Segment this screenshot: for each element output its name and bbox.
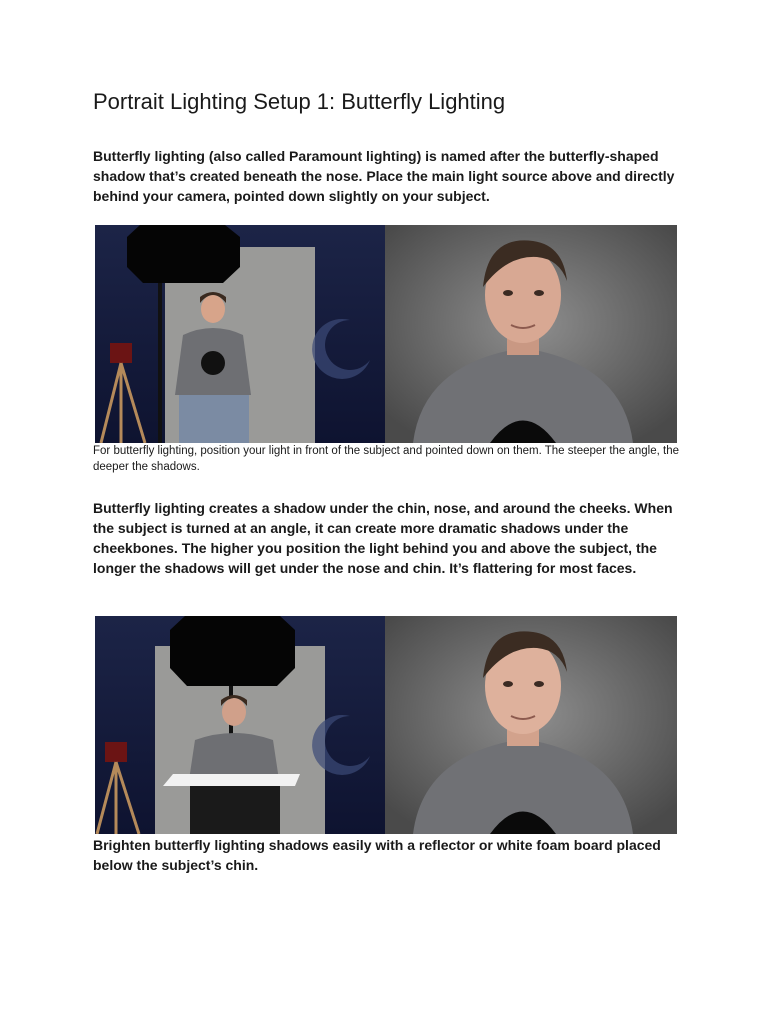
reflector-board (163, 774, 300, 786)
figure-1-illustration (95, 225, 677, 443)
figure-2-caption: Brighten butterfly lighting shadows easily with a reflector or white foam board placed below the subject’s chin. (93, 837, 661, 873)
studio-scene (95, 225, 385, 443)
studio-scene-reflector (95, 616, 385, 834)
camera-icon (110, 343, 132, 363)
portrait-closeup (385, 616, 677, 834)
figure-1-caption: For butterfly lighting, position your light in front of the subject and pointed down on them. The steeper the angle, the deeper the shadows. (93, 445, 680, 473)
camera-icon (105, 742, 127, 762)
figure-1-photo (95, 225, 677, 443)
page-title: Portrait Lighting Setup 1: Butterfly Lighting (93, 89, 506, 114)
intro-paragraph: Butterfly lighting (also called Paramount lighting) is named after the butterfly-shaped shadow that’s created beneath the nose. Place the main light source above and directly behind your camera, pointed down slightly on your subject. (93, 148, 675, 204)
portrait-closeup (385, 225, 677, 443)
figure-2-illustration (95, 616, 677, 834)
softbox-icon (170, 616, 295, 686)
figure-2-photo (95, 616, 677, 834)
softbox-icon (127, 225, 240, 283)
body-paragraph: Butterfly lighting creates a shadow under the chin, nose, and around the cheeks. When the subject is turned at an angle, it can create more dramatic shadows under the cheekbones. The higher you position the light behind you and above the subject, the longer the shadows will get under the nose and chin. It’s flattering for most faces. (93, 500, 673, 576)
